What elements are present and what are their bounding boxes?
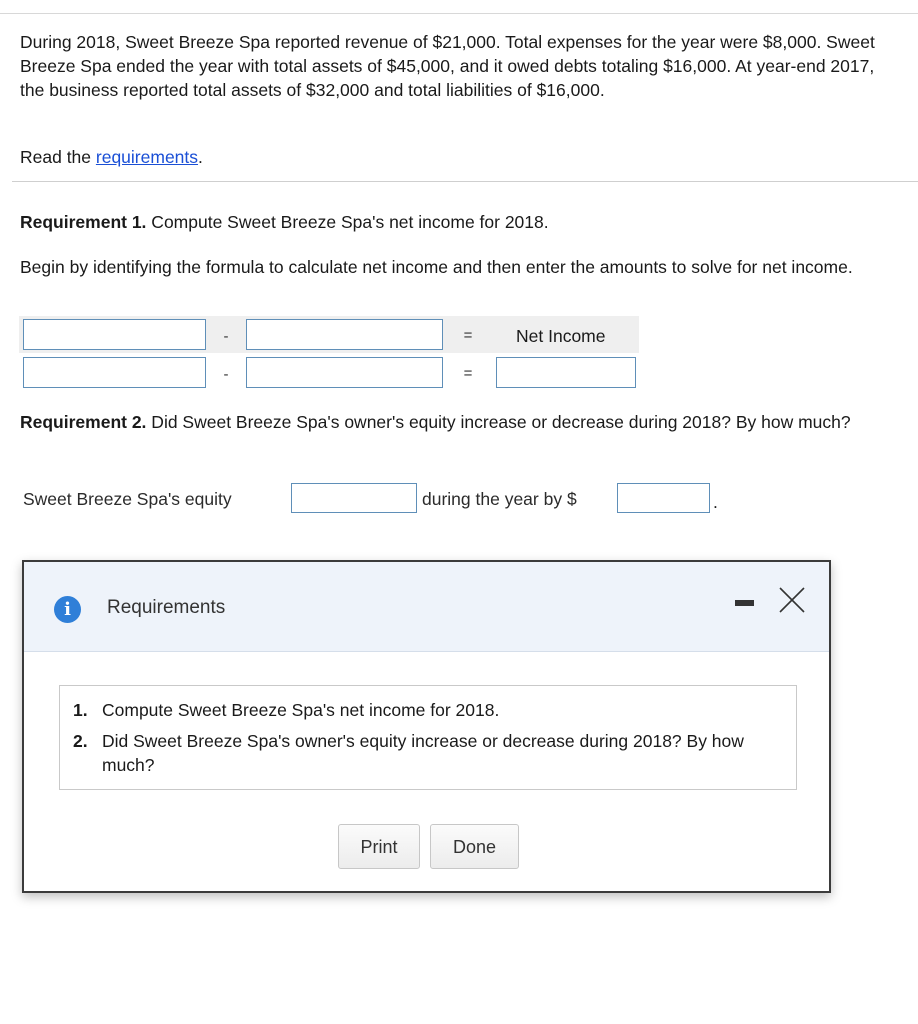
first-amount-input[interactable] <box>23 357 206 388</box>
net-income-amount-input[interactable] <box>496 357 636 388</box>
dialog-header <box>24 562 829 652</box>
requirements-list <box>59 685 797 790</box>
print-button[interactable]: Print <box>338 824 420 869</box>
list-item-text: Compute Sweet Breeze Spa's net income for 2018. <box>102 700 500 720</box>
requirement-2-label: Requirement 2. <box>20 412 147 432</box>
info-icon: i <box>54 596 81 623</box>
net-income-label: Net Income <box>516 326 606 346</box>
requirement-1-instruction: Begin by identifying the formula to calculate net income and then enter the amounts to solve for net income. <box>20 257 853 277</box>
top-divider <box>0 13 918 14</box>
minimize-icon[interactable] <box>735 600 754 606</box>
during-year-label: during the year by $ <box>422 489 577 509</box>
list-item <box>73 698 788 722</box>
minus-operator: - <box>223 366 229 383</box>
read-requirements-line <box>20 145 203 169</box>
equity-amount-input[interactable] <box>617 483 710 513</box>
list-item-number: 1. <box>73 700 88 720</box>
list-item-text: Did Sweet Breeze Spa's owner's equity increase or decrease during 2018? By how much? <box>102 731 744 775</box>
read-suffix: . <box>198 147 203 167</box>
done-button[interactable]: Done <box>430 824 519 869</box>
equals-operator: = <box>463 365 473 382</box>
read-prefix: Read the <box>20 147 96 167</box>
close-icon[interactable] <box>777 585 807 615</box>
equity-change-select[interactable] <box>291 483 417 513</box>
period: . <box>713 492 718 512</box>
second-amount-input[interactable] <box>246 357 443 388</box>
requirement-2-heading <box>20 410 895 434</box>
equals-operator: = <box>463 327 473 344</box>
equity-label: Sweet Breeze Spa's equity <box>23 489 232 509</box>
requirement-1-heading <box>20 210 900 234</box>
requirement-2-text: Did Sweet Breeze Spa's owner's equity increase or decrease during 2018? By how much? <box>146 412 851 432</box>
problem-statement: During 2018, Sweet Breeze Spa reported revenue of $21,000. Total expenses for the year were $8,000. Sweet Breeze Spa ended the year with total assets of $45,000, and it owed debts totaling $16,000. At year-end 2017, the business reported total assets of $32,000 and total liabilities of $16,000. <box>20 32 875 100</box>
list-item <box>73 729 788 777</box>
requirement-1-text: Compute Sweet Breeze Spa's net income for 2018. <box>146 212 549 232</box>
requirements-dialog <box>22 560 831 893</box>
dialog-title: Requirements <box>107 597 226 618</box>
formula-first-term-input[interactable] <box>23 319 206 350</box>
requirements-link[interactable]: requirements <box>95 147 199 167</box>
requirement-1-label: Requirement 1. <box>20 212 147 232</box>
section-divider <box>12 181 918 182</box>
formula-second-term-input[interactable] <box>246 319 443 350</box>
list-item-number: 2. <box>73 731 88 751</box>
minus-operator: - <box>223 328 229 345</box>
